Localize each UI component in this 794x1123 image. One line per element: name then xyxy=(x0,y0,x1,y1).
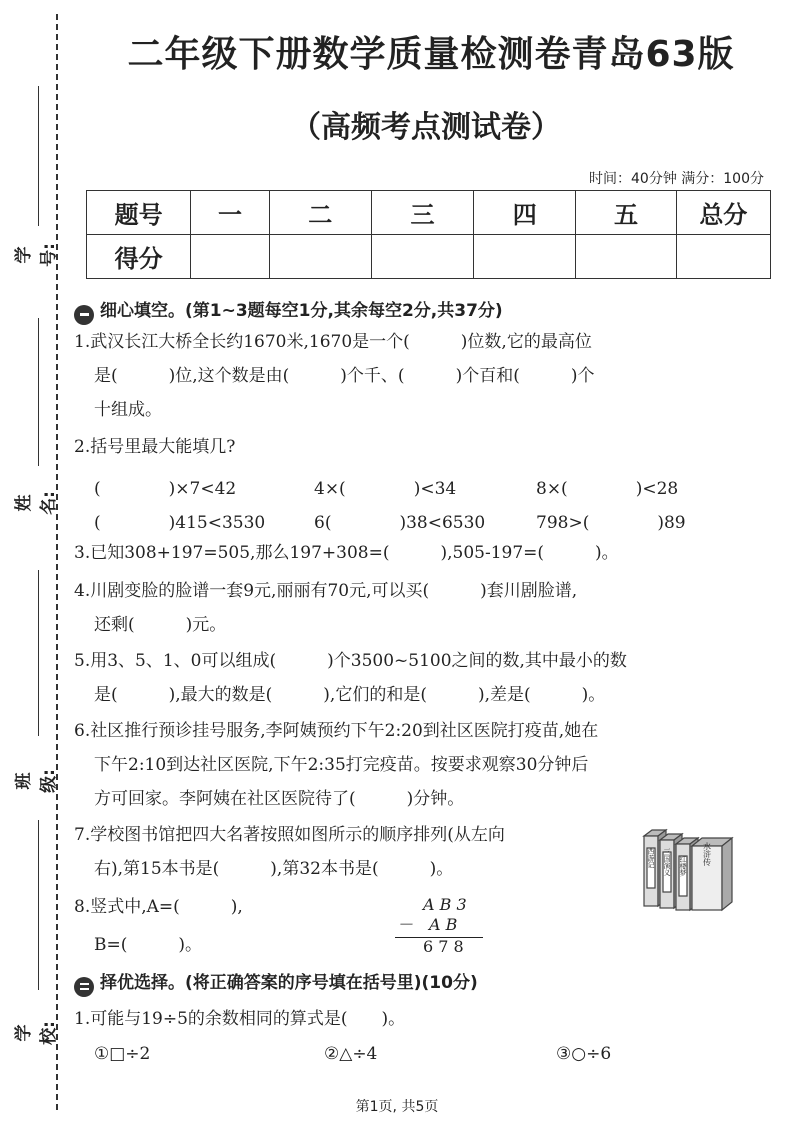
option-2[interactable]: ②△÷4 xyxy=(324,1044,378,1064)
question-5 xyxy=(74,644,754,712)
score-table-header-row xyxy=(87,191,771,235)
score-input-cell[interactable] xyxy=(269,235,371,279)
question-line: 4.川剧变脸的脸谱一套9元,丽丽有70元,可以买( )套川剧脸谱, xyxy=(74,581,578,601)
score-header-cell: 二 xyxy=(269,191,371,235)
q2-item: 8×( )<28 xyxy=(536,479,679,499)
book-label: 三国演义 xyxy=(663,848,671,876)
vertical-rule xyxy=(395,937,483,938)
score-header-cell: 四 xyxy=(474,191,576,235)
page-title: 二年级下册数学质量检测卷青岛63版 xyxy=(127,34,735,75)
question-7 xyxy=(74,818,634,886)
vertical-subtraction xyxy=(395,895,485,957)
score-input-cell[interactable] xyxy=(371,235,473,279)
section-1-badge-icon xyxy=(74,305,94,325)
book-label: 西游记 xyxy=(647,847,655,869)
question-line: 6.社区推行预诊挂号服务,李阿姨预约下午2:20到社区医院打疫苗,她在 xyxy=(74,721,599,741)
score-input-cell[interactable] xyxy=(676,235,770,279)
section-2-question-1: 1.可能与19÷5的余数相同的算式是( )。 xyxy=(74,1009,406,1029)
section-2-heading xyxy=(74,968,478,997)
score-input-cell[interactable] xyxy=(191,235,269,279)
score-table xyxy=(86,190,771,279)
question-line: 是( ),最大的数是( ),它们的和是( ),差是( )。 xyxy=(94,685,606,705)
name-line xyxy=(38,318,39,466)
score-table-score-row xyxy=(87,235,771,279)
section-2-title: 择优选择。(将正确答案的序号填在括号里)(10分) xyxy=(100,973,478,993)
student-no-label: 学号: xyxy=(14,243,59,267)
question-line: 下午2:10到达社区医院,下午2:35打完疫苗。按要求观察30分钟后 xyxy=(94,755,589,775)
question-line: 是( )位,这个数是由( )个千、( )个百和( )个 xyxy=(94,366,595,386)
q2-item: 4×( )<34 xyxy=(314,479,457,499)
option-1[interactable]: ①□÷2 xyxy=(94,1044,151,1064)
book-label: 红楼梦 xyxy=(679,855,687,877)
book-label: 水浒传 xyxy=(702,842,712,866)
books-icon xyxy=(640,828,740,914)
page-subtitle: （高频考点测试卷） xyxy=(291,110,561,145)
q2-item: ( )415<3530 xyxy=(94,513,266,533)
question-line: 8.竖式中,A=( ), xyxy=(74,897,243,917)
question-6 xyxy=(74,714,754,816)
score-header-cell: 一 xyxy=(191,191,269,235)
q2-item: ( )×7<42 xyxy=(94,479,237,499)
question-2-stem: 2.括号里最大能填几? xyxy=(74,437,236,457)
binding-dashed-line xyxy=(56,14,58,1110)
section-1-title: 细心填空。(第1~3题每空1分,其余每空2分,共37分) xyxy=(100,301,503,321)
question-3: 3.已知308+197=505,那么197+308=( ),505-197=( )。 xyxy=(74,543,619,563)
vertical-row: － A B xyxy=(397,915,458,934)
books-illustration xyxy=(640,828,740,914)
score-row-label: 得分 xyxy=(87,235,191,279)
q2-item: 798>( )89 xyxy=(536,513,686,533)
class-label: 班级: xyxy=(14,769,59,793)
question-line: 方可回家。李阿姨在社区医院待了( )分钟。 xyxy=(94,789,465,809)
score-header-cell: 三 xyxy=(371,191,473,235)
score-input-cell[interactable] xyxy=(576,235,676,279)
q2-item: 6( )38<6530 xyxy=(314,513,486,533)
question-line: 十组成。 xyxy=(94,400,162,420)
school-line xyxy=(38,820,39,990)
school-label: 学校: xyxy=(14,1021,59,1045)
question-line: 右),第15本书是( ),第32本书是( )。 xyxy=(94,859,454,879)
vertical-row: A B 3 xyxy=(423,895,467,914)
question-8 xyxy=(74,890,374,962)
question-line: B=( )。 xyxy=(94,935,203,955)
page-footer: 第1页, 共5页 xyxy=(355,1099,439,1115)
question-4 xyxy=(74,574,754,642)
question-line: 5.用3、5、1、0可以组成( )个3500~5100之间的数,其中最小的数 xyxy=(74,651,627,671)
question-line: 还剩( )元。 xyxy=(94,615,227,635)
score-header-cell: 五 xyxy=(576,191,676,235)
question-line: 1.武汉长江大桥全长约1670米,1670是一个( )位数,它的最高位 xyxy=(74,332,592,352)
vertical-row: 6 7 8 xyxy=(423,937,464,956)
option-3[interactable]: ③○÷6 xyxy=(556,1044,612,1064)
class-line xyxy=(38,570,39,736)
name-label: 姓名: xyxy=(14,491,59,515)
score-input-cell[interactable] xyxy=(474,235,576,279)
question-line: 7.学校图书馆把四大名著按照如图所示的顺序排列(从左向 xyxy=(74,825,505,845)
question-1 xyxy=(74,325,754,427)
student-no-line xyxy=(38,86,39,226)
score-header-cell: 总分 xyxy=(676,191,770,235)
section-2-badge-icon xyxy=(74,977,94,997)
score-header-cell: 题号 xyxy=(87,191,191,235)
section-1-heading xyxy=(74,296,503,325)
time-info: 时间：40分钟 满分：100分 xyxy=(589,171,764,187)
